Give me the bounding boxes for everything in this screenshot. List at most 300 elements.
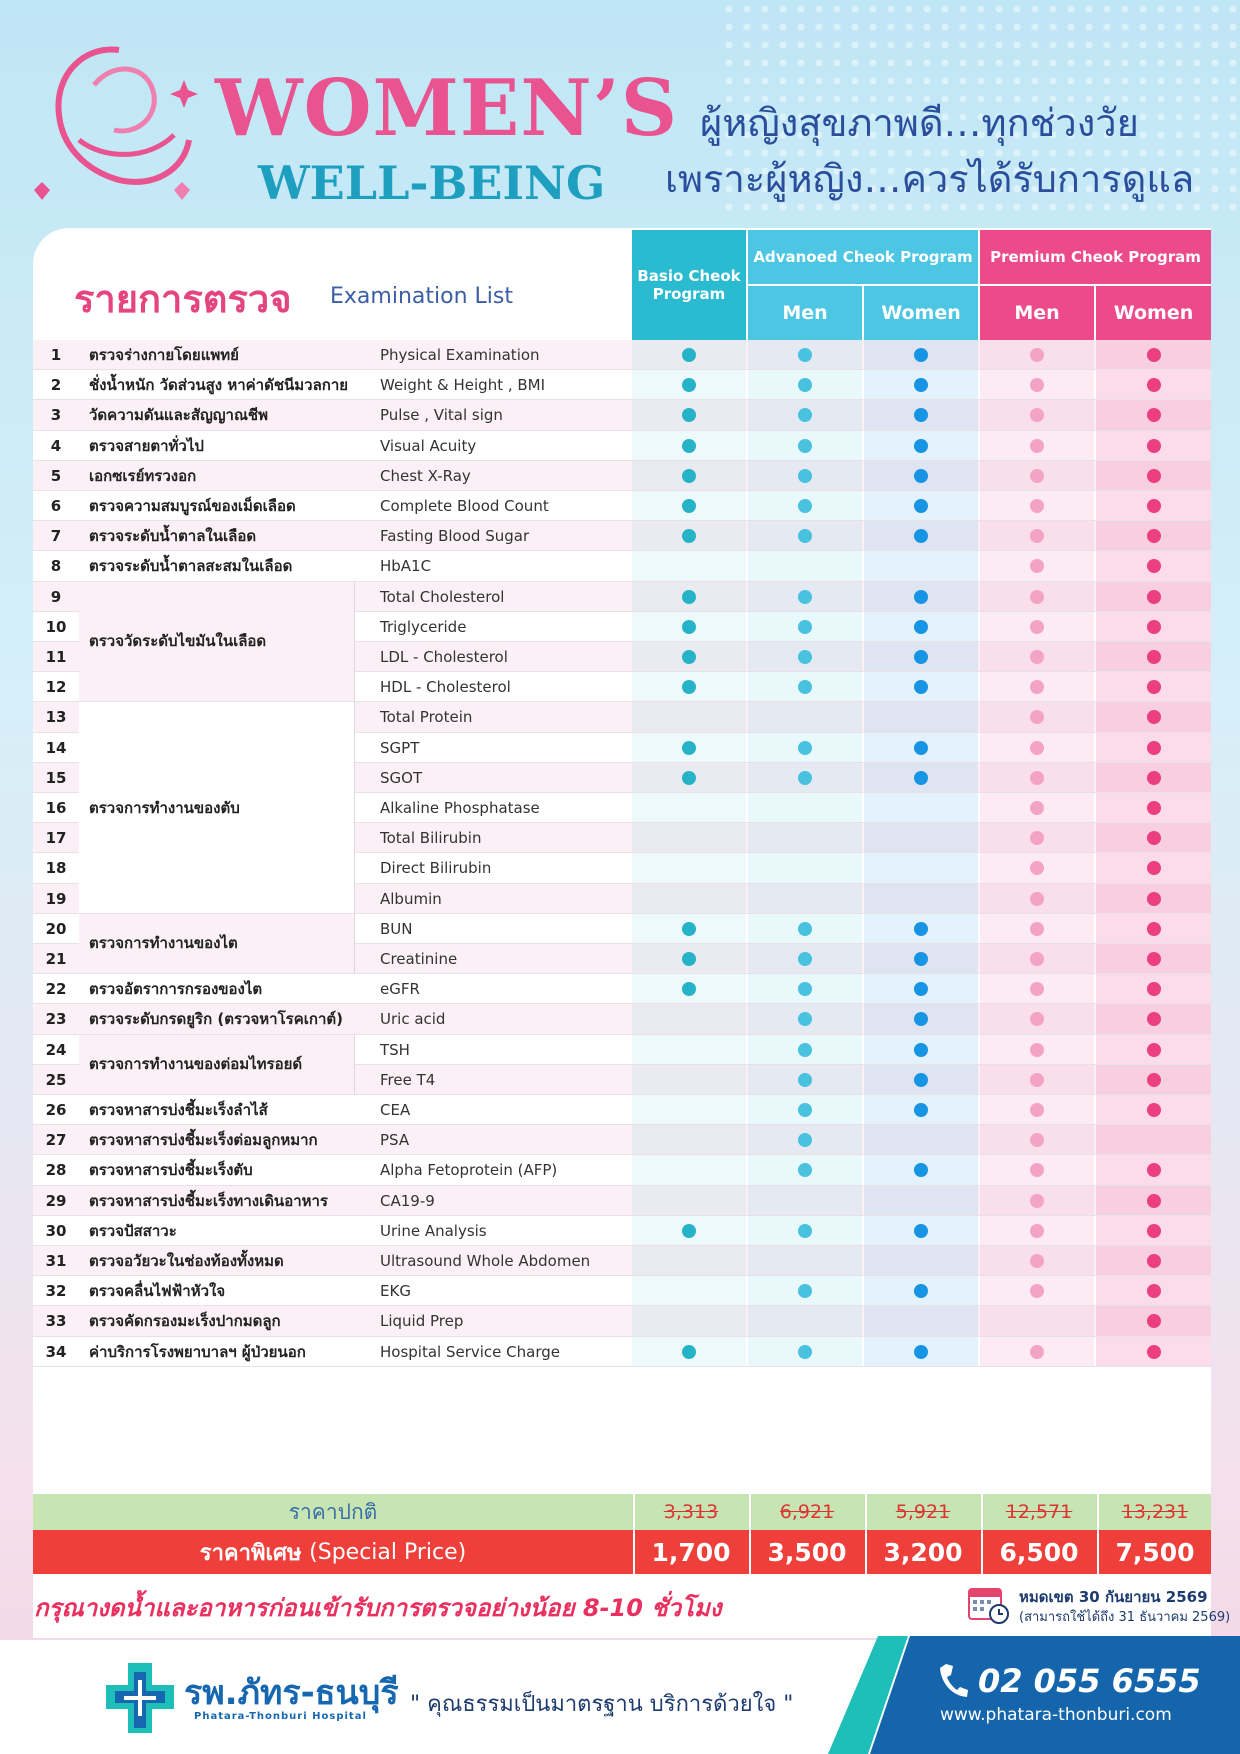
website-link[interactable]: www.phatara-thonburi.com [940, 1705, 1172, 1725]
exam-name-en: Total Cholesterol [380, 587, 505, 606]
included-dot-icon [798, 1043, 812, 1057]
program-cell [748, 702, 862, 731]
program-cell [864, 1186, 978, 1215]
fasting-note: กรุณางดน้ำและอาหารก่อนเข้ารับการตรวจอย่างน้อย 8-10 ชั่วโมง [34, 1594, 722, 1622]
program-cell [980, 1004, 1094, 1033]
deadline: หมดเขต 30 กันยายน 2569 [1019, 1588, 1208, 1606]
table-row [33, 1186, 1211, 1216]
program-cell [632, 1337, 746, 1366]
program-cell [980, 793, 1094, 822]
row-number: 28 [45, 1161, 67, 1180]
included-dot-icon [798, 1163, 812, 1177]
program-cell [864, 1065, 978, 1094]
included-dot-icon [1030, 1163, 1044, 1177]
program-cell [748, 521, 862, 550]
program-cell [864, 853, 978, 882]
program-cell [980, 461, 1094, 490]
exam-name-en: LDL - Cholesterol [380, 648, 508, 667]
included-dot-icon [1147, 650, 1161, 664]
included-dot-icon [798, 650, 812, 664]
program-cell [980, 1095, 1094, 1124]
included-dot-icon [1147, 559, 1161, 573]
program-cell [864, 642, 978, 671]
regular-price-adv-women: 5,921 [865, 1494, 979, 1530]
included-dot-icon [1030, 741, 1044, 755]
program-cell [632, 461, 746, 490]
exam-name-en: eGFR [380, 980, 420, 999]
row-number: 26 [45, 1101, 67, 1120]
included-dot-icon [1030, 529, 1044, 543]
program-cell [980, 914, 1094, 943]
included-dot-icon [1030, 1103, 1044, 1117]
program-cell [980, 400, 1094, 429]
program-cell [632, 702, 746, 731]
included-dot-icon [914, 1224, 928, 1238]
exam-name-en: SGPT [380, 738, 420, 757]
included-dot-icon [1030, 1345, 1044, 1359]
program-cell [1096, 551, 1211, 580]
exam-name-en: CA19-9 [380, 1191, 435, 1210]
included-dot-icon [1030, 680, 1044, 694]
phone-icon [940, 1662, 970, 1698]
exam-name-th: ตรวจสายตาทั่วไป [89, 436, 204, 455]
tagline-1: ผู้หญิงสุขภาพดี…ทุกช่วงวัย [700, 101, 1139, 145]
program-cell [632, 642, 746, 671]
included-dot-icon [914, 620, 928, 634]
included-dot-icon [1030, 892, 1044, 906]
program-cell [980, 672, 1094, 701]
row-number: 13 [45, 708, 67, 727]
program-cell [864, 431, 978, 460]
exam-name-en: Alkaline Phosphatase [380, 799, 540, 818]
program-cell [980, 702, 1094, 731]
program-cell [632, 1065, 746, 1094]
included-dot-icon [682, 650, 696, 664]
program-cell [864, 400, 978, 429]
exam-name-en: Triglyceride [380, 617, 467, 636]
included-dot-icon [1030, 408, 1044, 422]
included-dot-icon [682, 408, 696, 422]
program-cell [1096, 582, 1211, 611]
program-cell [980, 1216, 1094, 1245]
program-cell [748, 1035, 862, 1064]
program-cell [1096, 642, 1211, 671]
included-dot-icon [798, 741, 812, 755]
program-cell [980, 582, 1094, 611]
included-dot-icon [1030, 1194, 1044, 1208]
exam-name-en: Urine Analysis [380, 1221, 487, 1240]
program-cell [632, 582, 746, 611]
included-dot-icon [1030, 650, 1044, 664]
included-dot-icon [1030, 1284, 1044, 1298]
included-dot-icon [1147, 710, 1161, 724]
included-dot-icon [798, 1012, 812, 1026]
exam-name-en: Visual Acuity [380, 436, 477, 455]
included-dot-icon [914, 1163, 928, 1177]
exam-name-th: ตรวจอวัยวะในช่องท้องทั้งหมด [89, 1252, 284, 1271]
program-cell [1096, 1095, 1211, 1124]
program-cell [864, 1246, 978, 1275]
exam-name-th: วัดความดันและสัญญาณชีพ [89, 406, 268, 425]
program-cell [980, 1276, 1094, 1305]
hospital-name-en: Phatara-Thonburi Hospital [194, 1711, 367, 1722]
program-cell [748, 884, 862, 913]
row-number: 24 [45, 1040, 67, 1059]
included-dot-icon [1030, 710, 1044, 724]
row-number: 9 [50, 587, 62, 606]
table-row [33, 370, 1211, 400]
included-dot-icon [682, 529, 696, 543]
exam-name-th: ตรวจคัดกรองมะเร็งปากมดลูก [89, 1312, 281, 1331]
included-dot-icon [1030, 559, 1044, 573]
included-dot-icon [1147, 1345, 1161, 1359]
included-dot-icon [1147, 952, 1161, 966]
included-dot-icon [682, 499, 696, 513]
included-dot-icon [1147, 1012, 1161, 1026]
included-dot-icon [1147, 348, 1161, 362]
exam-name-en: EKG [380, 1282, 411, 1301]
advanced-men-header: Men [748, 286, 862, 340]
program-cell [980, 1125, 1094, 1154]
hospital-cross-logo-icon [100, 1658, 180, 1738]
regular-price-basic: 3,313 [633, 1494, 747, 1530]
program-cell [748, 582, 862, 611]
included-dot-icon [682, 1345, 696, 1359]
group-label-thyroid: ตรวจการทำงานของต่อมไทรอยด์ [79, 1035, 355, 1094]
program-cell [864, 1306, 978, 1335]
exam-name-th: ตรวจระดับน้ำตาลสะสมในเลือด [89, 557, 293, 576]
program-cell [748, 1337, 862, 1366]
title-womens: WOMEN’S [215, 63, 679, 154]
included-dot-icon [1030, 348, 1044, 362]
included-dot-icon [798, 771, 812, 785]
program-cell [632, 1125, 746, 1154]
program-cell [1096, 823, 1211, 852]
group-label-kidney: ตรวจการทำงานของไต [79, 914, 355, 973]
row-number: 21 [45, 950, 67, 969]
slogan: " คุณธรรมเป็นมาตรฐาน บริการด้วยใจ " [410, 1692, 794, 1717]
program-cell [980, 1186, 1094, 1215]
program-cell [1096, 1186, 1211, 1215]
row-number: 22 [45, 980, 67, 999]
program-cell [864, 1125, 978, 1154]
special-price-row [33, 1530, 1211, 1574]
program-cell [864, 1337, 978, 1366]
program-cell [1096, 763, 1211, 792]
advanced-program-header: Advanoed Cheok Program [748, 230, 978, 284]
program-cell [748, 1246, 862, 1275]
program-cell [980, 1035, 1094, 1064]
included-dot-icon [798, 1103, 812, 1117]
program-cell [980, 521, 1094, 550]
included-dot-icon [1030, 1043, 1044, 1057]
included-dot-icon [1030, 499, 1044, 513]
exam-name-en: Albumin [380, 889, 442, 908]
row-number: 33 [45, 1312, 67, 1331]
included-dot-icon [682, 348, 696, 362]
included-dot-icon [1147, 892, 1161, 906]
program-cell [748, 763, 862, 792]
program-cell [632, 1276, 746, 1305]
program-cell [748, 1125, 862, 1154]
program-cell [864, 551, 978, 580]
program-cell [864, 672, 978, 701]
program-cell [980, 884, 1094, 913]
exam-name-en: Creatinine [380, 950, 458, 969]
included-dot-icon [1147, 439, 1161, 453]
table-row [33, 461, 1211, 491]
included-dot-icon [914, 741, 928, 755]
exam-name-en: HbA1C [380, 557, 432, 576]
program-cell [632, 733, 746, 762]
special-price-label: ราคาพิเศษ (Special Price) [199, 1539, 467, 1566]
program-cell [864, 823, 978, 852]
included-dot-icon [914, 378, 928, 392]
program-cell [980, 823, 1094, 852]
row-number: 17 [45, 829, 67, 848]
row-number: 11 [45, 648, 67, 667]
exam-name-th: ตรวจร่างกายโดยแพทย์ [89, 346, 239, 365]
program-cell [864, 1216, 978, 1245]
program-cell [980, 642, 1094, 671]
program-cell [980, 1306, 1094, 1335]
program-cell [748, 944, 862, 973]
included-dot-icon [682, 1224, 696, 1238]
program-cell [980, 974, 1094, 1003]
included-dot-icon [914, 650, 928, 664]
program-cell [1096, 521, 1211, 550]
row-number: 5 [50, 466, 62, 485]
program-cell [864, 1095, 978, 1124]
program-cell [864, 1276, 978, 1305]
group-label-liver: ตรวจการทำงานของตับ [79, 702, 355, 912]
included-dot-icon [798, 348, 812, 362]
program-cell [748, 793, 862, 822]
program-cell [748, 672, 862, 701]
included-dot-icon [914, 1043, 928, 1057]
program-cell [632, 1035, 746, 1064]
program-cell [1096, 702, 1211, 731]
program-cell [980, 1246, 1094, 1275]
included-dot-icon [914, 982, 928, 996]
exam-name-en: HDL - Cholesterol [380, 678, 511, 697]
program-cell [864, 793, 978, 822]
included-dot-icon [1030, 1133, 1044, 1147]
exam-name-th: ตรวจคลื่นไฟฟ้าหัวใจ [89, 1282, 226, 1301]
program-cell [748, 1155, 862, 1184]
program-cell [980, 370, 1094, 399]
special-price-adv-men: 3,500 [749, 1530, 863, 1574]
table-row [33, 974, 1211, 1004]
included-dot-icon [1030, 1254, 1044, 1268]
program-cell [632, 400, 746, 429]
row-number: 31 [45, 1252, 67, 1271]
included-dot-icon [1147, 499, 1161, 513]
exam-name-th: ค่าบริการโรงพยาบาลฯ ผู้ป่วยนอก [89, 1342, 306, 1361]
table-row [33, 400, 1211, 430]
table-row [33, 551, 1211, 581]
exam-name-en: Liquid Prep [380, 1312, 464, 1331]
program-cell [632, 974, 746, 1003]
included-dot-icon [1147, 1163, 1161, 1177]
table-row [33, 521, 1211, 551]
included-dot-icon [682, 771, 696, 785]
included-dot-icon [798, 922, 812, 936]
exam-name-th: ตรวจหาสารบ่งชี้มะเร็งทางเดินอาหาร [89, 1191, 328, 1210]
program-cell [632, 823, 746, 852]
program-cell [864, 944, 978, 973]
program-cell [632, 491, 746, 520]
included-dot-icon [798, 1284, 812, 1298]
list-title: รายการตรวจ [74, 277, 292, 321]
program-cell [1096, 461, 1211, 490]
exam-name-en: SGOT [380, 768, 423, 787]
program-cell [864, 1004, 978, 1033]
included-dot-icon [914, 1012, 928, 1026]
exam-name-th: ตรวจปัสสาวะ [89, 1221, 177, 1240]
included-dot-icon [1147, 771, 1161, 785]
row-number: 19 [45, 889, 67, 908]
program-cell [864, 1155, 978, 1184]
program-cell [980, 1155, 1094, 1184]
row-number: 2 [50, 376, 62, 395]
exam-name-th: เอกซเรย์ทรวงอก [89, 466, 197, 485]
program-cell [748, 1095, 862, 1124]
advanced-women-header: Women [864, 286, 978, 340]
program-cell [748, 1216, 862, 1245]
program-cell [864, 884, 978, 913]
included-dot-icon [798, 1345, 812, 1359]
included-dot-icon [1147, 861, 1161, 875]
program-cell [1096, 400, 1211, 429]
row-number: 10 [45, 617, 67, 636]
program-cell [1096, 884, 1211, 913]
exam-name-th: ตรวจความสมบูรณ์ของเม็ดเลือด [89, 497, 296, 516]
exam-name-en: Alpha Fetoprotein (AFP) [380, 1161, 558, 1180]
program-cell [1096, 340, 1211, 369]
program-cell [980, 612, 1094, 641]
included-dot-icon [1030, 439, 1044, 453]
program-cell [632, 672, 746, 701]
program-cell [1096, 1276, 1211, 1305]
row-number: 6 [50, 497, 62, 516]
included-dot-icon [682, 741, 696, 755]
program-cell [1096, 1035, 1211, 1064]
included-dot-icon [1147, 378, 1161, 392]
program-cell [632, 1246, 746, 1275]
program-cell [632, 370, 746, 399]
included-dot-icon [914, 922, 928, 936]
table-row [33, 340, 1211, 370]
included-dot-icon [682, 982, 696, 996]
program-cell [748, 1065, 862, 1094]
program-cell [748, 733, 862, 762]
program-cell [748, 431, 862, 460]
deadline-note: (สามารถใช้ได้ถึง 31 ธันวาคม 2569) [1019, 1610, 1231, 1625]
included-dot-icon [914, 771, 928, 785]
included-dot-icon [1147, 1043, 1161, 1057]
special-price-pre-women: 7,500 [1097, 1530, 1211, 1574]
program-cell [864, 763, 978, 792]
row-number: 3 [50, 406, 62, 425]
title-well-being: WELL-BEING [258, 156, 606, 210]
included-dot-icon [798, 620, 812, 634]
table-row [33, 1276, 1211, 1306]
exam-name-en: Free T4 [380, 1070, 436, 1089]
program-cell [864, 914, 978, 943]
program-cell [632, 1155, 746, 1184]
regular-price-label: ราคาปกติ [288, 1499, 378, 1524]
exam-name-th: ตรวจหาสารบ่งชี้มะเร็งต่อมลูกหมาก [89, 1131, 318, 1150]
included-dot-icon [1147, 620, 1161, 634]
program-cell [1096, 1125, 1211, 1154]
row-number: 1 [50, 346, 62, 365]
included-dot-icon [914, 590, 928, 604]
exam-name-en: PSA [380, 1131, 410, 1150]
included-dot-icon [1147, 1103, 1161, 1117]
included-dot-icon [914, 499, 928, 513]
program-cell [632, 1216, 746, 1245]
program-cell [1096, 944, 1211, 973]
included-dot-icon [1147, 408, 1161, 422]
included-dot-icon [1030, 831, 1044, 845]
included-dot-icon [1030, 982, 1044, 996]
included-dot-icon [682, 952, 696, 966]
program-cell [1096, 733, 1211, 762]
program-cell [748, 1004, 862, 1033]
program-cell [632, 1004, 746, 1033]
included-dot-icon [1030, 861, 1044, 875]
row-number: 32 [45, 1282, 67, 1301]
program-cell [980, 340, 1094, 369]
tagline-2: เพราะผู้หญิง…ควรได้รับการดูแล [665, 157, 1195, 201]
program-cell [748, 823, 862, 852]
included-dot-icon [1030, 590, 1044, 604]
program-cell [1096, 1065, 1211, 1094]
exam-name-en: Hospital Service Charge [380, 1342, 560, 1361]
included-dot-icon [914, 680, 928, 694]
program-cell [864, 521, 978, 550]
included-dot-icon [914, 952, 928, 966]
included-dot-icon [682, 620, 696, 634]
mother-baby-logo-icon [24, 30, 224, 230]
included-dot-icon [1147, 680, 1161, 694]
row-number: 27 [45, 1131, 67, 1150]
program-cell [632, 1095, 746, 1124]
row-number: 25 [45, 1070, 67, 1089]
included-dot-icon [798, 499, 812, 513]
phone-number[interactable]: 02 055 6555 [978, 1662, 1201, 1700]
row-number: 4 [50, 436, 62, 455]
calendar-icon [968, 1585, 1010, 1625]
program-cell [632, 551, 746, 580]
program-cell [748, 491, 862, 520]
included-dot-icon [682, 590, 696, 604]
premium-program-header: Premium Cheok Program [980, 230, 1211, 284]
program-cell [980, 431, 1094, 460]
header [0, 0, 1240, 230]
program-cell [980, 733, 1094, 762]
exam-name-th: ตรวจหาสารบ่งชี้มะเร็งลำไส้ [89, 1101, 268, 1120]
program-cell [748, 551, 862, 580]
program-cell [632, 793, 746, 822]
special-price-basic: 1,700 [633, 1530, 747, 1574]
included-dot-icon [1147, 831, 1161, 845]
special-price-pre-men: 6,500 [981, 1530, 1095, 1574]
included-dot-icon [682, 680, 696, 694]
program-cell [632, 521, 746, 550]
row-number: 34 [45, 1342, 67, 1361]
